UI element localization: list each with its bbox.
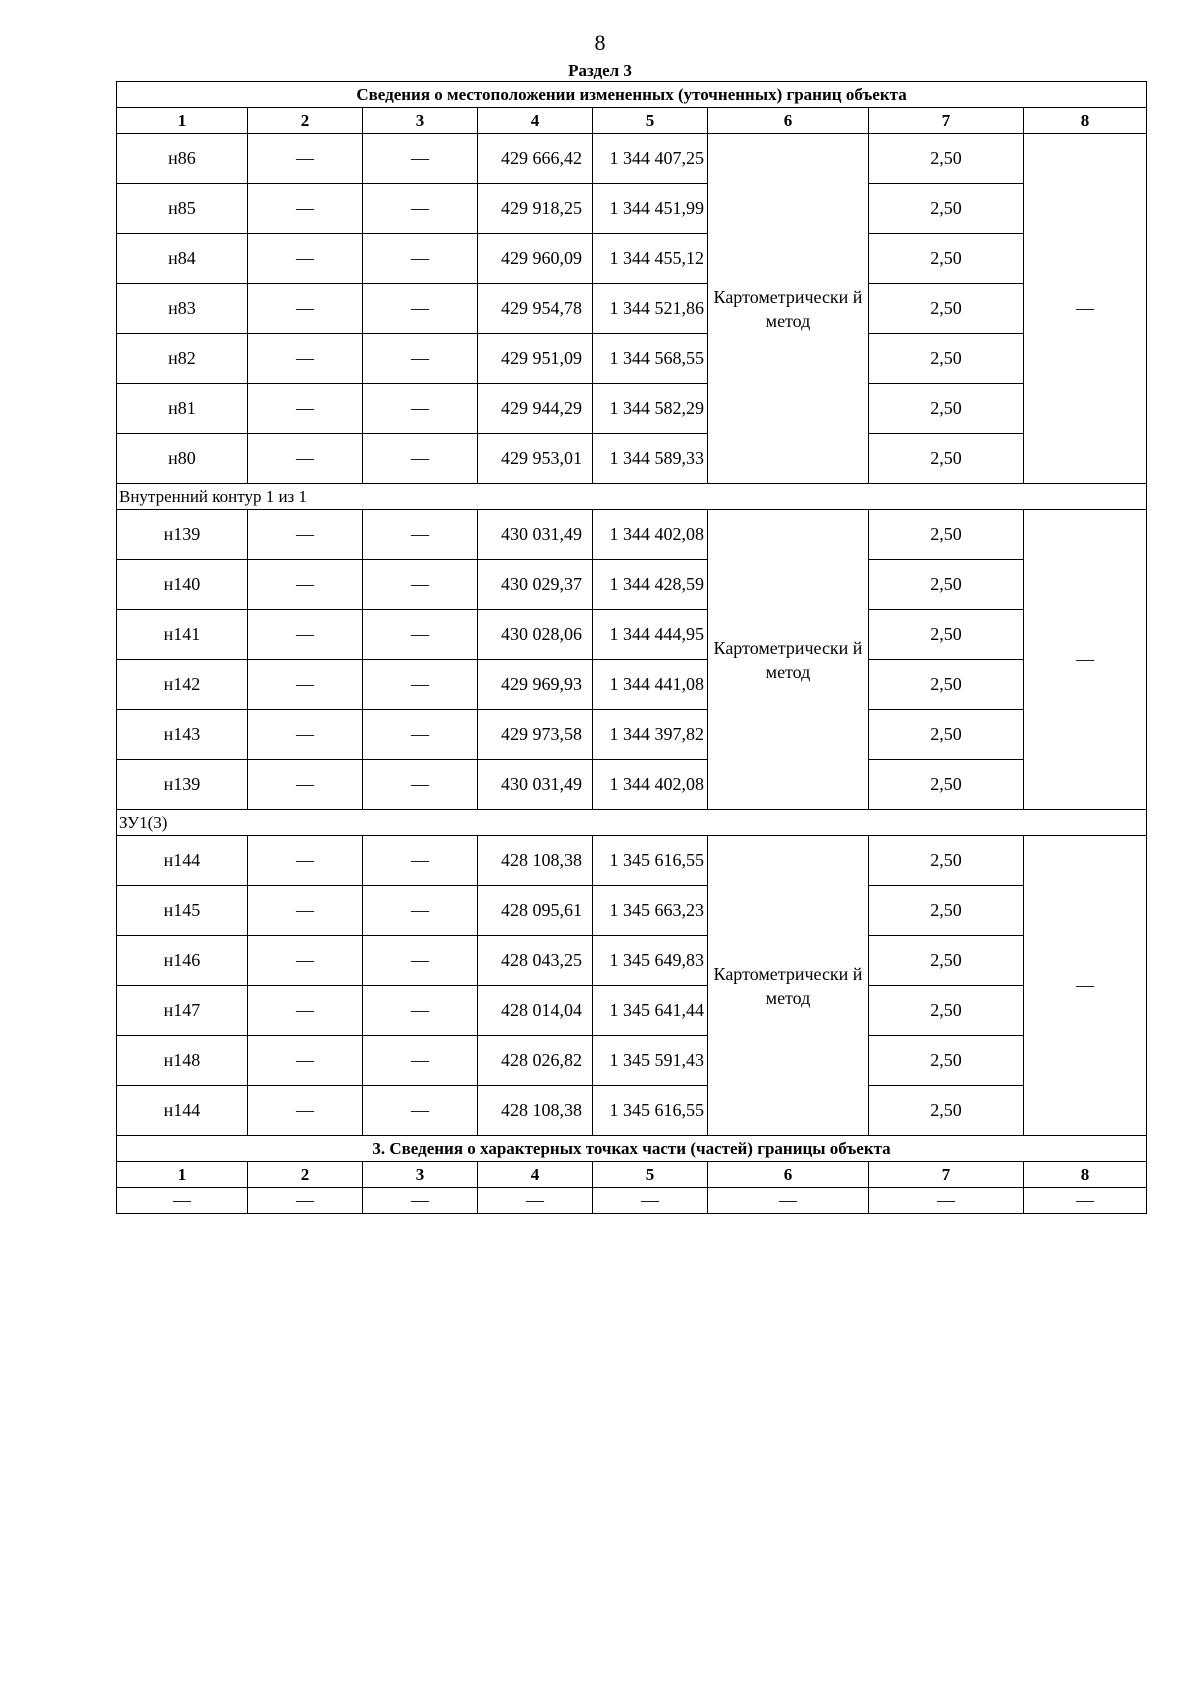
y-coordinate-cell: 1 344 402,08 [593, 510, 708, 560]
col2-cell: — [248, 710, 363, 760]
col3-cell: — [363, 660, 478, 710]
column-number: 7 [869, 1162, 1024, 1188]
empty-cell: — [708, 1188, 869, 1214]
point-name-cell: н84 [117, 234, 248, 284]
accuracy-cell: 2,50 [869, 936, 1024, 986]
column-number: 1 [117, 1162, 248, 1188]
col8-cell: — [1024, 134, 1147, 484]
x-coordinate-cell: 430 031,49 [478, 760, 593, 810]
accuracy-cell: 2,50 [869, 234, 1024, 284]
accuracy-cell: 2,50 [869, 384, 1024, 434]
x-coordinate-cell: 429 960,09 [478, 234, 593, 284]
col2-cell: — [248, 886, 363, 936]
col2-cell: — [248, 1086, 363, 1136]
accuracy-cell: 2,50 [869, 660, 1024, 710]
empty-cell: — [363, 1188, 478, 1214]
accuracy-cell: 2,50 [869, 434, 1024, 484]
column-number: 8 [1024, 1162, 1147, 1188]
y-coordinate-cell: 1 344 428,59 [593, 560, 708, 610]
col2-cell: — [248, 134, 363, 184]
table-row [117, 134, 1147, 184]
y-coordinate-cell: 1 344 407,25 [593, 134, 708, 184]
col2-cell: — [248, 284, 363, 334]
col2-cell: — [248, 434, 363, 484]
point-name-cell: н83 [117, 284, 248, 334]
point-name-cell: н85 [117, 184, 248, 234]
x-coordinate-cell: 429 666,42 [478, 134, 593, 184]
x-coordinate-cell: 429 973,58 [478, 710, 593, 760]
point-name-cell: н142 [117, 660, 248, 710]
column-number: 3 [363, 108, 478, 134]
table-row [117, 284, 1147, 334]
col3-cell: — [363, 184, 478, 234]
table-row [117, 836, 1147, 886]
boundary-points-table [116, 81, 1147, 1214]
col3-cell: — [363, 760, 478, 810]
empty-cell: — [593, 1188, 708, 1214]
accuracy-cell: 2,50 [869, 710, 1024, 760]
empty-cell: — [478, 1188, 593, 1214]
page-number: 8 [594, 30, 606, 55]
x-coordinate-cell: 429 969,93 [478, 660, 593, 710]
point-name-cell: н148 [117, 1036, 248, 1086]
col2-cell: — [248, 986, 363, 1036]
empty-cell: — [1024, 1188, 1147, 1214]
parts-column-number-row [117, 1162, 1147, 1188]
col2-cell: — [248, 610, 363, 660]
col8-cell: — [1024, 836, 1147, 1136]
y-coordinate-cell: 1 345 641,44 [593, 986, 708, 1036]
point-name-cell: н82 [117, 334, 248, 384]
y-coordinate-cell: 1 344 521,86 [593, 284, 708, 334]
table-row [117, 936, 1147, 986]
col3-cell: — [363, 836, 478, 886]
parts-title: 3. Сведения о характерных точках части (частей) границы объекта [117, 1136, 1147, 1162]
column-number: 2 [248, 108, 363, 134]
x-coordinate-cell: 428 095,61 [478, 886, 593, 936]
x-coordinate-cell: 428 108,38 [478, 1086, 593, 1136]
x-coordinate-cell: 429 918,25 [478, 184, 593, 234]
y-coordinate-cell: 1 344 589,33 [593, 434, 708, 484]
col2-cell: — [248, 936, 363, 986]
column-number: 6 [708, 108, 869, 134]
column-number: 3 [363, 1162, 478, 1188]
section-title: Раздел 3 [568, 61, 632, 80]
column-number: 1 [117, 108, 248, 134]
column-number: 5 [593, 108, 708, 134]
x-coordinate-cell: 430 031,49 [478, 510, 593, 560]
col3-cell: — [363, 936, 478, 986]
table-row [117, 610, 1147, 660]
col3-cell: — [363, 510, 478, 560]
empty-cell: — [117, 1188, 248, 1214]
accuracy-cell: 2,50 [869, 610, 1024, 660]
point-name-cell: н145 [117, 886, 248, 936]
point-name-cell: н146 [117, 936, 248, 986]
col2-cell: — [248, 1036, 363, 1086]
y-coordinate-cell: 1 344 455,12 [593, 234, 708, 284]
point-name-cell: н139 [117, 760, 248, 810]
y-coordinate-cell: 1 344 451,99 [593, 184, 708, 234]
y-coordinate-cell: 1 344 402,08 [593, 760, 708, 810]
table-row [117, 510, 1147, 560]
accuracy-cell: 2,50 [869, 1036, 1024, 1086]
col2-cell: — [248, 660, 363, 710]
method-cell: Картометрически й метод [708, 836, 869, 1136]
table-row [117, 660, 1147, 710]
y-coordinate-cell: 1 344 568,55 [593, 334, 708, 384]
col8-cell: — [1024, 510, 1147, 810]
empty-cell: — [869, 1188, 1024, 1214]
col2-cell: — [248, 334, 363, 384]
col3-cell: — [363, 284, 478, 334]
accuracy-cell: 2,50 [869, 334, 1024, 384]
accuracy-cell: 2,50 [869, 560, 1024, 610]
point-name-cell: н147 [117, 986, 248, 1036]
point-name-cell: н140 [117, 560, 248, 610]
col2-cell: — [248, 760, 363, 810]
contour-label: Внутренний контур 1 из 1 [117, 484, 1147, 510]
y-coordinate-cell: 1 345 616,55 [593, 836, 708, 886]
table-row [117, 710, 1147, 760]
method-cell: Картометрически й метод [708, 510, 869, 810]
x-coordinate-cell: 430 029,37 [478, 560, 593, 610]
point-name-cell: н144 [117, 836, 248, 886]
y-coordinate-cell: 1 345 663,23 [593, 886, 708, 936]
table-row [117, 234, 1147, 284]
y-coordinate-cell: 1 344 397,82 [593, 710, 708, 760]
accuracy-cell: 2,50 [869, 1086, 1024, 1136]
accuracy-cell: 2,50 [869, 510, 1024, 560]
col3-cell: — [363, 434, 478, 484]
accuracy-cell: 2,50 [869, 836, 1024, 886]
accuracy-cell: 2,50 [869, 134, 1024, 184]
table-row [117, 1086, 1147, 1136]
table-title: Сведения о местоположении измененных (уточненных) границ объекта [117, 82, 1147, 108]
point-name-cell: н81 [117, 384, 248, 434]
table-row [117, 986, 1147, 1036]
contour-label-row [117, 484, 1147, 510]
contour-label: ЗУ1(3) [117, 810, 1147, 836]
col2-cell: — [248, 184, 363, 234]
table-row [117, 560, 1147, 610]
x-coordinate-cell: 429 954,78 [478, 284, 593, 334]
y-coordinate-cell: 1 344 444,95 [593, 610, 708, 660]
col2-cell: — [248, 836, 363, 886]
x-coordinate-cell: 428 014,04 [478, 986, 593, 1036]
column-number: 2 [248, 1162, 363, 1188]
table-row [117, 184, 1147, 234]
col2-cell: — [248, 234, 363, 284]
point-name-cell: н80 [117, 434, 248, 484]
accuracy-cell: 2,50 [869, 760, 1024, 810]
table-row [117, 334, 1147, 384]
x-coordinate-cell: 429 953,01 [478, 434, 593, 484]
y-coordinate-cell: 1 344 441,08 [593, 660, 708, 710]
y-coordinate-cell: 1 344 582,29 [593, 384, 708, 434]
col3-cell: — [363, 710, 478, 760]
empty-cell: — [248, 1188, 363, 1214]
point-name-cell: н86 [117, 134, 248, 184]
col2-cell: — [248, 560, 363, 610]
col3-cell: — [363, 234, 478, 284]
col3-cell: — [363, 610, 478, 660]
point-name-cell: н139 [117, 510, 248, 560]
y-coordinate-cell: 1 345 649,83 [593, 936, 708, 986]
accuracy-cell: 2,50 [869, 986, 1024, 1036]
table-row [117, 1036, 1147, 1086]
method-cell: Картометрически й метод [708, 134, 869, 484]
column-number-row [117, 108, 1147, 134]
accuracy-cell: 2,50 [869, 184, 1024, 234]
parts-title-row [117, 1136, 1147, 1162]
col3-cell: — [363, 1086, 478, 1136]
column-number: 4 [478, 1162, 593, 1188]
col3-cell: — [363, 886, 478, 936]
accuracy-cell: 2,50 [869, 284, 1024, 334]
point-name-cell: н143 [117, 710, 248, 760]
col2-cell: — [248, 510, 363, 560]
x-coordinate-cell: 428 026,82 [478, 1036, 593, 1086]
col2-cell: — [248, 384, 363, 434]
table-title-row [117, 82, 1147, 108]
col3-cell: — [363, 1036, 478, 1086]
accuracy-cell: 2,50 [869, 886, 1024, 936]
y-coordinate-cell: 1 345 591,43 [593, 1036, 708, 1086]
table-row [117, 434, 1147, 484]
parts-empty-row [117, 1188, 1147, 1214]
column-number: 8 [1024, 108, 1147, 134]
x-coordinate-cell: 430 028,06 [478, 610, 593, 660]
y-coordinate-cell: 1 345 616,55 [593, 1086, 708, 1136]
point-name-cell: н144 [117, 1086, 248, 1136]
x-coordinate-cell: 429 951,09 [478, 334, 593, 384]
col3-cell: — [363, 384, 478, 434]
col3-cell: — [363, 560, 478, 610]
column-number: 4 [478, 108, 593, 134]
table-row [117, 886, 1147, 936]
x-coordinate-cell: 429 944,29 [478, 384, 593, 434]
x-coordinate-cell: 428 108,38 [478, 836, 593, 886]
table-row [117, 384, 1147, 434]
col3-cell: — [363, 986, 478, 1036]
point-name-cell: н141 [117, 610, 248, 660]
contour-label-row [117, 810, 1147, 836]
table-row [117, 760, 1147, 810]
column-number: 6 [708, 1162, 869, 1188]
x-coordinate-cell: 428 043,25 [478, 936, 593, 986]
column-number: 7 [869, 108, 1024, 134]
col3-cell: — [363, 334, 478, 384]
col3-cell: — [363, 134, 478, 184]
column-number: 5 [593, 1162, 708, 1188]
